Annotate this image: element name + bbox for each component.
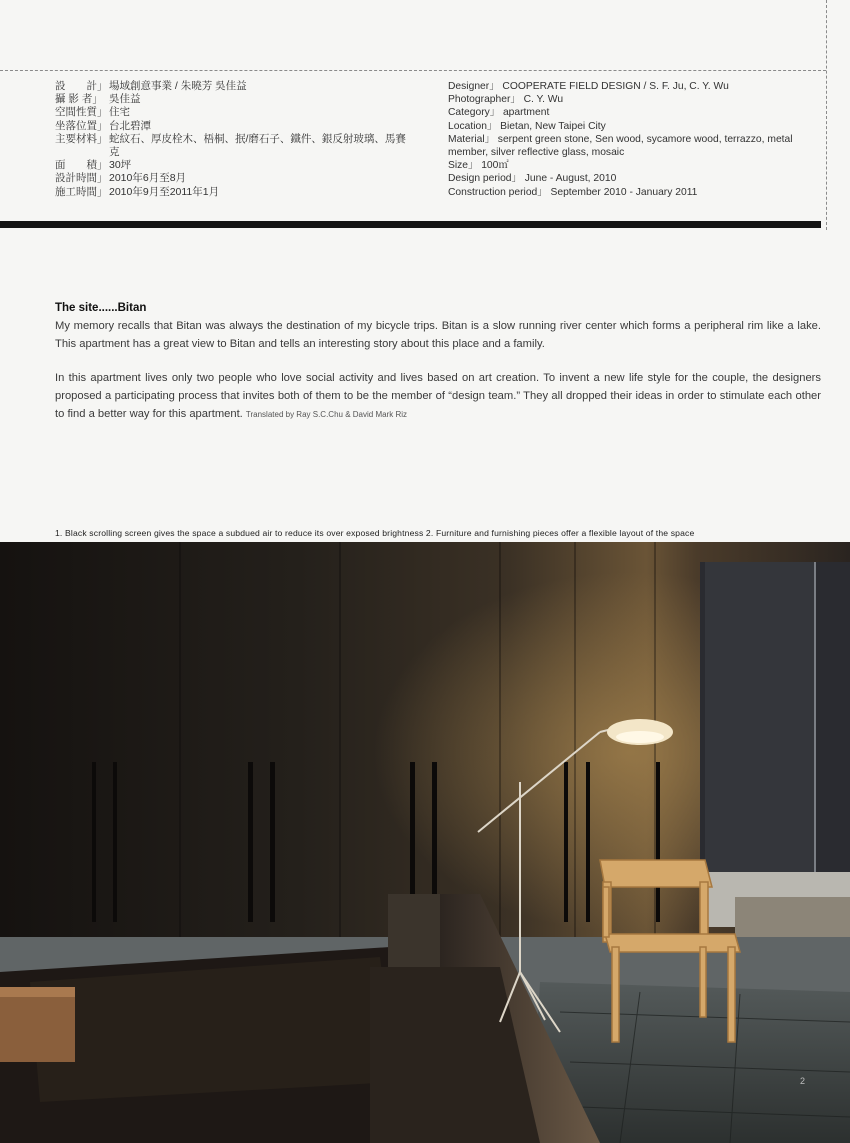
interior-photo — [0, 542, 850, 1143]
article-paragraph-1: My memory recalls that Bitan was always the destination of my bicycle trips. Bitan is a slow running river center which forms a peripheral rim like a lake. This apartment has a great view to Bitan and tells an interesting story about this place and a family. — [55, 320, 821, 350]
credit-cn-photographer: 攝 影 者」 吳佳益 — [55, 93, 141, 106]
credit-en-size: Size」 100㎡ — [448, 160, 509, 172]
article-paragraph-2 — [55, 369, 821, 424]
credit-en-location: Location」 Bietan, New Taipei City — [448, 120, 606, 132]
credit-en-photographer: Photographer」 C. Y. Wu — [448, 94, 564, 106]
credit-en-material: Material」 serpent green stone, Sen wood, sycamore wood, terrazzo, metal member, silver reflective glass, mosaic — [448, 133, 793, 159]
credit-cn-design-period: 設計時間」 2010年6月至8月 — [55, 172, 187, 185]
photo-caption: 1. Black scrolling screen gives the space a subdued air to reduce its over exposed brightness 2. Furniture and furnishing pieces offer a flexible layout of the space — [55, 528, 695, 538]
translator-credit: Translated by Ray S.C.Chu & David Mark Riz — [245, 410, 407, 419]
section-divider-bar — [0, 221, 821, 228]
credits-chinese — [55, 80, 439, 199]
credit-cn-size: 面 積」 30坪 — [55, 159, 132, 172]
dashed-rule-right — [826, 0, 827, 230]
credit-en-designer: Designer」 COOPERATE FIELD DESIGN / S. F. Ju, C. Y. Wu — [448, 81, 729, 92]
credit-cn-designer: 設 計」 場域創意事業 / 朱曉芳 吳佳益 — [55, 80, 247, 92]
credits-english — [448, 80, 826, 199]
credit-cn-category: 空間性質」 住宅 — [55, 106, 130, 119]
dashed-rule-top — [0, 70, 826, 71]
page-number: 2 — [800, 1076, 806, 1086]
credit-en-construction-period: Construction period」 September 2010 - January 2011 — [448, 186, 698, 198]
article-title: The site......Bitan — [55, 302, 147, 314]
credit-en-category: Category」 apartment — [448, 107, 550, 119]
credit-cn-construction-period: 施工時間」 2010年9月至2011年1月 — [55, 185, 220, 198]
article-paragraph-2-text: In this apartment lives only two people who love social activity and lives based on art creation. To invent a new life style for the couple, the designers proposed a participating process that invites both of them to be the member of “design team.” They all dropped their ideas in order to stimulate each other to find a better way for this apartment. — [55, 372, 821, 420]
credit-cn-material: 主要材料」 蛇紋石、厚皮栓木、梧桐、抿/磨石子、鐵件、銀反射玻璃、馬賽克 — [55, 132, 406, 159]
credit-en-design-period: Design period」 June - August, 2010 — [448, 173, 617, 185]
credit-cn-location: 坐落位置」 台北碧潭 — [55, 119, 151, 132]
